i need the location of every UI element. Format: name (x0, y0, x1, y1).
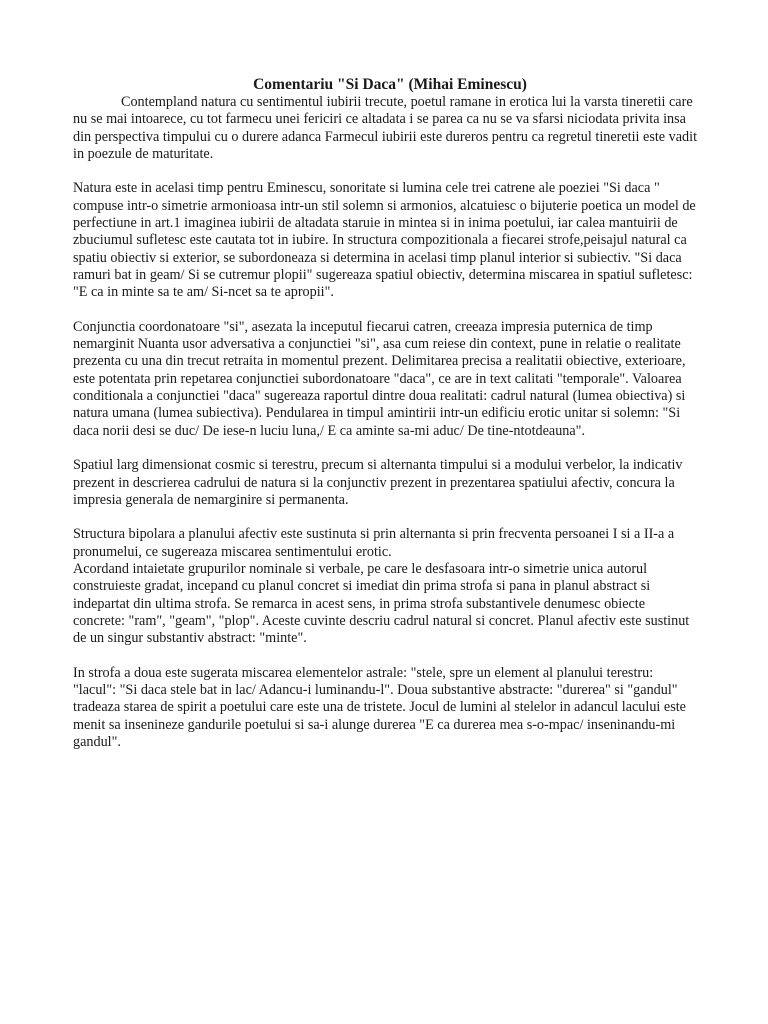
paragraph-spatiul: Spatiul larg dimensionat cosmic si terestru, precum si alternanta timpului si a modului verbelor, la indicativ prezent in descrierea cadrului de natura si la conjunctiv prezent in prezentarea spatiului afectiv, concura la impresia generala de nemarginire si permanenta. (73, 457, 683, 508)
paragraph-natura: Natura este in acelasi timp pentru Eminescu, sonoritate si lumina cele trei catrene ale poeziei "Si daca " compuse intr-o simetrie armonioasa intr-un stil solemn si armonios, alcatuiesc o bijuterie poetica un model de perfectiune in art.1 imaginea iubirii de altadata staruie in mintea si in inima poetului, iar calea mantuirii de zbuciumul sufletesc este cautata tot in iubire. In structura compozitionala a fiecarei strofe,peisajul natural ca spatiu obiectiv si exterior, se subordoneaza si determina in acelasi timp planul interior si subiectiv. "Si daca ramuri bat in geam/ Si se cutremur plopii" sugereaza spatiul obiectiv, determina miscarea in spatiul sufletesc: "E ca in minte sa te am/ Si-ncet sa te apropii". (73, 180, 696, 301)
paragraph-spacer (73, 440, 697, 457)
paragraph-spacer (73, 648, 697, 665)
paragraph-structura: Structura bipolara a planului afectiv este sustinuta si prin alternanta si prin frecventa persoanei I si a II-a a pronumelui, ce sugereaza miscarea sentimentului erotic. (73, 526, 675, 560)
document-page (73, 75, 697, 751)
paragraph-spacer (73, 302, 697, 319)
paragraph-spacer (73, 163, 697, 180)
document-title: Comentariu "Si Daca" (Mihai Eminescu) (253, 76, 527, 93)
paragraph-conjunctia: Conjunctia coordonatoare "si", asezata la inceputul fiecarui catren, creeaza impresia puternica de timp nemarginit Nuanta usor adversativa a conjunctiei "si", asa cum reiese din context, pune in relatie o realitate prezenta cu una din trecut retraita in momentul prezent. Delimitarea precisa a realitatii obiective, exterioare, este potentata prin repetarea conjunctiei subordonatoare "daca", ce are in text calitati "temporale". Valoarea conditionala a conjunctiei "daca" sugereaza raportul dintre doua realitati: cadrul natural (lumea obiectiva) si natura umana (lumea subiectiva). Pendularea in timpul amintirii intr-un edificiu erotic unitar si solemn: "Si daca norii desi se duc/ De iese-n luciu luna,/ E ca aminte sa-mi aduc/ De tine-ntotdeauna". (73, 318, 686, 439)
paragraph-acordand: Acordand intaietate grupurilor nominale si verbale, pe care le desfasoara intr-o simetrie unica autorul construieste gradat, incepand cu planul concret si imediat din prima strofa si pana in planul abstract si indepartat din ultima strofa. Se remarca in acest sens, in prima strofa substantivele denumesc obiecte concrete: "ram", "geam", "plop". Aceste cuvinte descriu cadrul natural si concret. Planul afectiv este sustinut de un singur substantiv abstract: "minte". (73, 561, 690, 647)
paragraph-strofa-doua: In strofa a doua este sugerata miscarea elementelor astrale: "stele, spre un element al planului terestru: "lacul": "Si daca stele bat in lac/ Adancu-i luminandu-l". Doua substantive abstracte: "durerea" si "gandul" tradeaza starea de spirit a poetului care este una de tristete. Jocul de lumini al stelelor in adancul lacului este menit sa insenineze gandurile poetului si sa-i alunge durerea "E ca durerea mea s-o-mpac/ inseninandu-mi gandul". (73, 664, 686, 750)
paragraph-spacer (73, 509, 697, 526)
paragraph-intro: Contempland natura cu sentimentul iubirii trecute, poetul ramane in erotica lui la varsta tineretii care nu se mai intoarece, cu tot farmecu unei fericiri ce altadata i se parea ca nu se va sfarsi niciodata privita insa din perspectiva timpului cu o durere adanca Farmecul iubirii este dureros pentru ca regretul tineretii este vadit in poezule de maturitate. (73, 94, 698, 162)
